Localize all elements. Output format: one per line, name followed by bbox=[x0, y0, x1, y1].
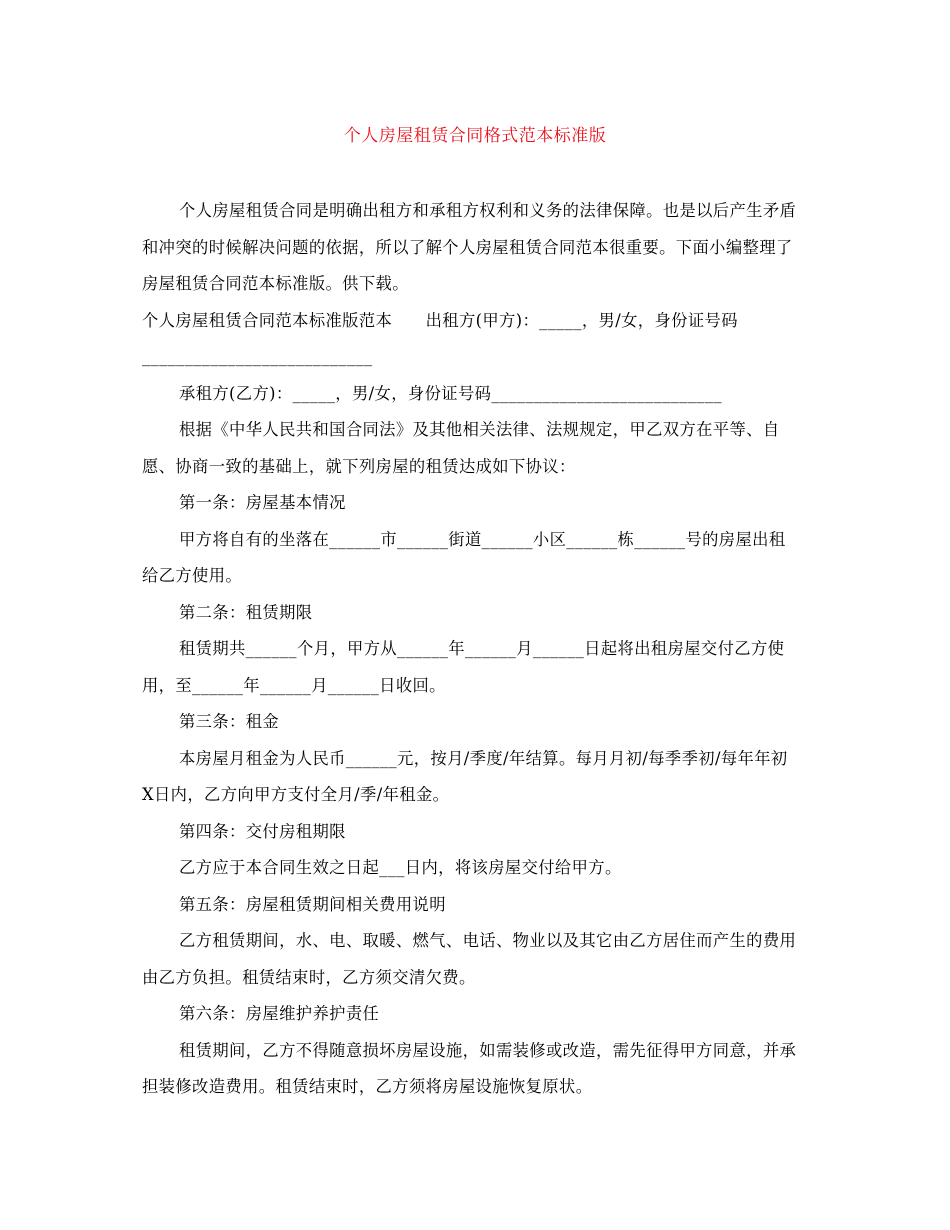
article-6-body: 租赁期间，乙方不得随意损坏房屋设施，如需装修或改造，需先征得甲方同意，并承担装修改造费用。租赁结束时，乙方须将房屋设施恢复原状。 bbox=[142, 1040, 797, 1096]
article-2-heading: 第二条：租赁期限 bbox=[179, 602, 313, 622]
article-6-heading: 第六条：房屋维护养护责任 bbox=[179, 1004, 380, 1023]
legal-basis-paragraph: 根据《中华人民共和国合同法》及其他相关法律、法规规定，甲乙双方在平等、自愿、协商一致的基础上，就下列房屋的租赁达成如下协议： bbox=[142, 420, 780, 476]
article-1-heading: 第一条：房屋基本情况 bbox=[179, 493, 346, 512]
document-title: 个人房屋租赁合同格式范本标准版 bbox=[343, 126, 607, 146]
article-5-body: 乙方租赁期间，水、电、取暖、燃气、电话、物业以及其它由乙方居住而产生的费用由乙方负担。租赁结束时，乙方须交清欠费。 bbox=[142, 931, 797, 987]
lessor-paragraph: 个人房屋租赁合同范本标准版范本 出租方(甲方)：_____，男/女，身份证号码___________________________ bbox=[142, 310, 738, 366]
intro-paragraph: 个人房屋租赁合同是明确出租方和承租方权利和义务的法律保障。也是以后产生矛盾和冲突的时候解决问题的依据，所以了解个人房屋租赁合同范本很重要。下面小编整理了房屋租赁合同范本标准版。供下载。 bbox=[142, 201, 797, 293]
article-2-body: 租赁期共______个月，甲方从______年______月______日起将出租房屋交付乙方使用，至______年______月______日收回。 bbox=[142, 639, 785, 695]
article-3-body: 本房屋月租金为人民币______元，按月/季度/年结算。每月月初/每季季初/每年年初X日内，乙方向甲方支付全月/季/年租金。 bbox=[142, 748, 788, 804]
article-3-heading: 第三条：租金 bbox=[179, 712, 280, 731]
article-4-heading: 第四条：交付房租期限 bbox=[179, 821, 346, 841]
article-1-body: 甲方将自有的坐落在______市______街道______小区______栋______号的房屋出租给乙方使用。 bbox=[142, 529, 786, 585]
article-5-heading: 第五条：房屋租赁期间相关费用说明 bbox=[179, 894, 446, 914]
lessee-paragraph: 承租方(乙方)：_____，男/女，身份证号码___________________________ bbox=[179, 383, 722, 403]
document-body bbox=[142, 193, 797, 1106]
article-4-body: 乙方应于本合同生效之日起___日内，将该房屋交付给甲方。 bbox=[179, 858, 622, 877]
